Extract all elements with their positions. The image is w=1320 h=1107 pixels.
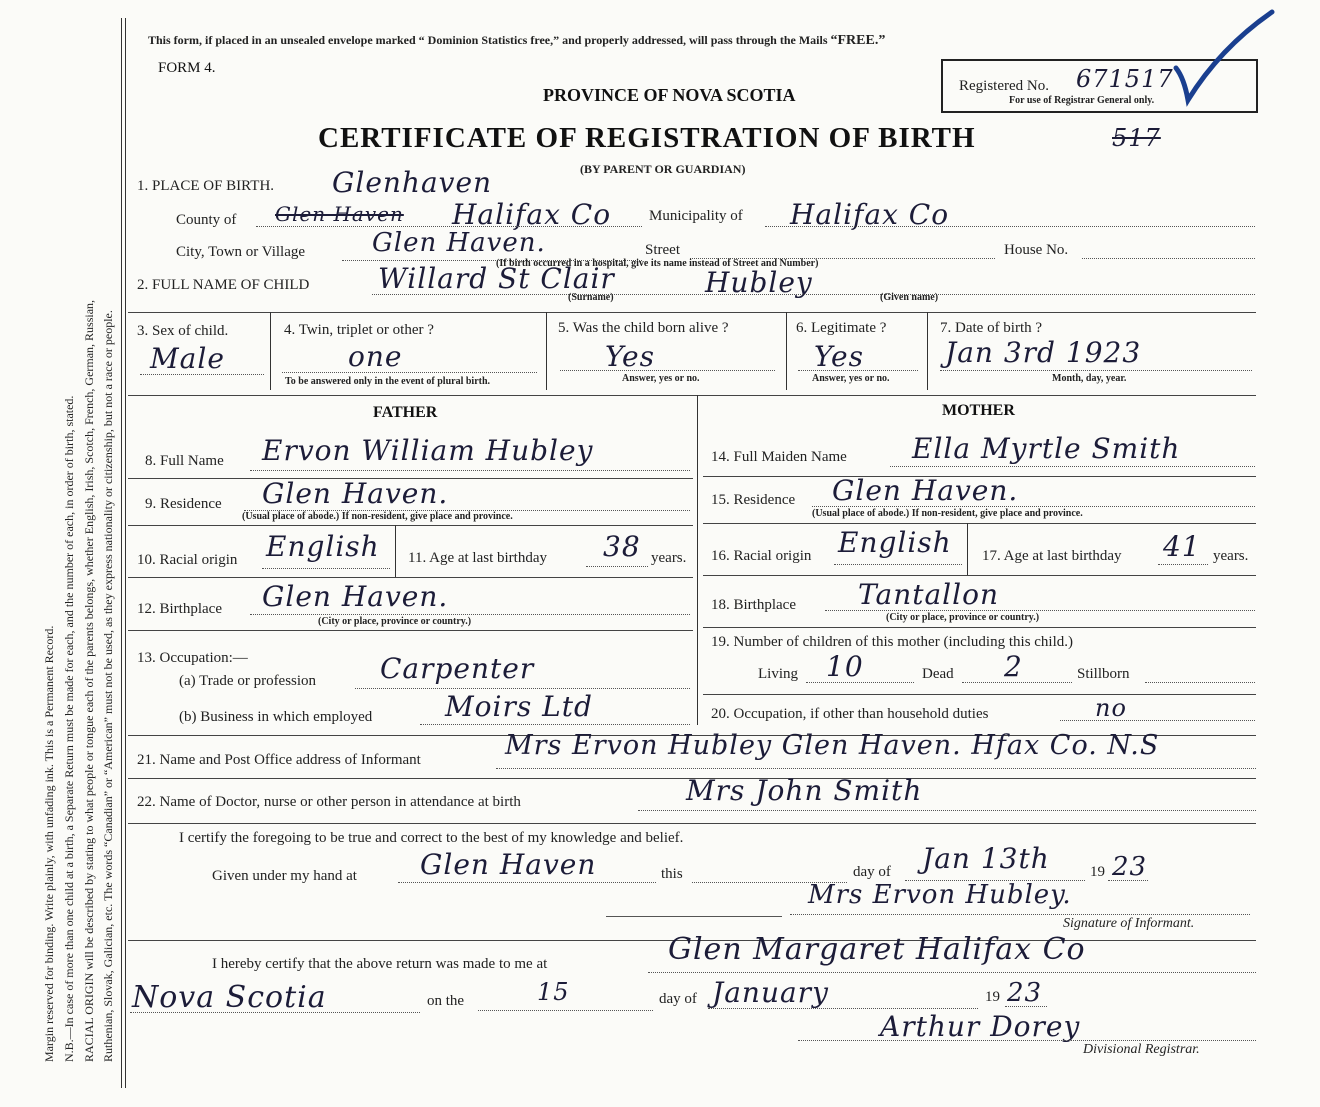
- mother-heading: MOTHER: [942, 402, 1015, 419]
- registrar-signature-underline: [798, 1040, 1256, 1041]
- registrar-place-value: Glen Margaret Halifax Co: [668, 932, 1086, 967]
- legitimate-underline: [798, 370, 918, 371]
- registration-month-underline: [708, 1008, 978, 1009]
- informant-value: Mrs Ervon Hubley Glen Haven. Hfax Co. N.S: [505, 730, 1160, 761]
- mother-residence-underline: [812, 506, 1255, 507]
- row12-sep-left: [128, 630, 693, 631]
- this-label: this: [661, 866, 683, 882]
- registered-number: 671517: [1076, 65, 1174, 93]
- registration-year-value: 23: [1007, 978, 1043, 1008]
- row-bottom-border: [128, 395, 1256, 396]
- municipality-underline: [765, 226, 1255, 227]
- row10-sep-left: [128, 577, 693, 578]
- mail-notice-text: This form, if placed in an unsealed envelope marked “ Dominion Statistics free,” and properly addressed, will pass through the Mails: [148, 33, 831, 47]
- city-label: City, Town or Village: [176, 244, 306, 260]
- divider-legit-dob: [927, 312, 928, 390]
- binding-margin-line-inner: [125, 18, 126, 1088]
- dead-label: Dead: [922, 666, 954, 682]
- father-years-label: years.: [651, 550, 687, 566]
- father-city-note: (City or place, province or country.): [318, 616, 472, 627]
- mother-name-label: 14. Full Maiden Name: [711, 449, 847, 465]
- legitimate-note: Answer, yes or no.: [812, 373, 890, 384]
- born-alive-value: Yes: [605, 340, 655, 373]
- trade-label: (a) Trade or profession: [179, 673, 317, 689]
- mother-age-value: 41: [1163, 530, 1201, 563]
- father-birthplace-label: 12. Birthplace: [137, 601, 222, 617]
- row22-sep: [128, 823, 1256, 824]
- county-underline: [256, 226, 642, 227]
- business-value: Moirs Ltd: [445, 690, 593, 723]
- dob-label: 7. Date of birth ?: [940, 320, 1043, 336]
- mother-racial-age-divider: [967, 523, 968, 575]
- street-label: Street: [645, 242, 680, 258]
- father-abode-note: (Usual place of abode.) If non-resident, give place and province.: [242, 511, 513, 522]
- informant-signature-underline: [790, 914, 1250, 915]
- father-name-label: 8. Full Name: [145, 453, 224, 469]
- title-mark: 517: [1112, 124, 1161, 152]
- city-value: Glen Haven.: [372, 228, 546, 258]
- trade-underline: [355, 688, 690, 689]
- stillborn-underline: [1145, 682, 1255, 683]
- mother-abode-note: (Usual place of abode.) If non-resident, give place and province.: [812, 508, 1083, 519]
- given-under-label: Given under my hand at: [212, 868, 357, 884]
- father-name-underline: [250, 470, 690, 471]
- mother-years-label: years.: [1213, 548, 1249, 564]
- registrar-general-note: For use of Registrar General only.: [1009, 95, 1155, 106]
- father-age-underline: [586, 566, 648, 567]
- house-no-underline: [1082, 258, 1255, 259]
- row9-sep-left: [128, 525, 693, 526]
- registered-label: Registered No.: [959, 78, 1049, 94]
- municipality-label: Municipality of: [649, 208, 743, 224]
- full-name-underline: [372, 294, 1255, 295]
- divider-twin-alive: [546, 312, 547, 390]
- signature-left-line: [606, 916, 782, 917]
- father-racial-value: English: [266, 530, 380, 563]
- father-racial-label: 10. Racial origin: [137, 552, 238, 568]
- certify-statement: I certify the foregoing to be true and correct to the best of my knowledge and belief.: [179, 830, 684, 846]
- checkmark-icon: [1170, 8, 1280, 108]
- dead-value: 2: [1004, 650, 1023, 683]
- registrar-certify-label: I hereby certify that the above return was made to me at: [212, 956, 548, 972]
- father-birthplace-value: Glen Haven.: [262, 580, 449, 613]
- born-alive-underline: [560, 370, 775, 371]
- stillborn-label: Stillborn: [1077, 666, 1130, 682]
- dob-underline: [940, 370, 1252, 371]
- county-struck-value: Glen Haven: [275, 202, 404, 226]
- business-label: (b) Business in which employed: [179, 709, 373, 725]
- legitimate-value: Yes: [814, 340, 864, 373]
- doctor-label: 22. Name of Doctor, nurse or other person in attendance at birth: [137, 794, 521, 810]
- divisional-registrar-caption: Divisional Registrar.: [1083, 1042, 1200, 1057]
- child-surname-value: Willard St Clair: [378, 262, 615, 295]
- child-given-name-value: Hubley: [705, 266, 813, 299]
- registration-day-value: 15: [537, 978, 570, 1006]
- mother-racial-underline: [834, 564, 962, 565]
- twin-note: To be answered only in the event of plural birth.: [285, 376, 491, 387]
- father-name-value: Ervon William Hubley: [262, 434, 594, 467]
- on-the-label: on the: [427, 993, 465, 1009]
- trade-value: Carpenter: [380, 652, 535, 685]
- county-value: Halifax Co: [452, 198, 612, 231]
- place-of-birth-label: 1. PLACE OF BIRTH.: [137, 178, 275, 194]
- informant-label: 21. Name and Post Office address of Informant: [137, 752, 421, 768]
- signature-informant-caption: Signature of Informant.: [1063, 916, 1195, 931]
- mail-notice-free: “FREE.”: [830, 33, 886, 48]
- living-label: Living: [758, 666, 798, 682]
- father-racial-underline: [262, 568, 390, 569]
- divider-alive-legit: [786, 312, 787, 390]
- surname-caption: (Surname): [568, 292, 614, 303]
- born-alive-label: 5. Was the child born alive ?: [558, 320, 729, 336]
- dob-note: Month, day, year.: [1052, 373, 1127, 384]
- municipality-value: Halifax Co: [790, 198, 950, 231]
- registration-day-underline: [478, 1010, 653, 1011]
- house-no-label: House No.: [1004, 242, 1069, 258]
- mother-name-value: Ella Myrtle Smith: [912, 432, 1181, 465]
- given-place-underline: [398, 882, 656, 883]
- business-underline: [420, 724, 690, 725]
- row16-sep-right: [703, 575, 1256, 576]
- father-residence-value: Glen Haven.: [262, 477, 449, 510]
- binding-margin-line: [121, 18, 122, 1088]
- registrar-place-continued: Nova Scotia: [132, 980, 327, 1015]
- mother-occupation-label: 20. Occupation, if other than household duties: [711, 706, 989, 722]
- row18-sep-right: [703, 627, 1256, 628]
- registrar-place-underline: [648, 972, 1256, 973]
- mother-birthplace-underline: [825, 610, 1255, 611]
- informant-underline: [496, 768, 1256, 769]
- form-number: FORM 4.: [158, 60, 216, 76]
- certificate-subtitle: (BY PARENT OR GUARDIAN): [580, 162, 746, 176]
- registrar-signature: Arthur Dorey: [880, 1010, 1081, 1043]
- margin-note-nationality: Ruthenian, Slovak, Galician, etc. The words “Canadian” or “American” must not be used, as they express nationality or citizenship, but not a race or people.: [101, 310, 115, 1062]
- father-birthplace-underline: [250, 614, 690, 615]
- mother-racial-label: 16. Racial origin: [711, 548, 812, 564]
- mother-birthplace-value: Tantallon: [858, 578, 999, 611]
- occupation-label: 13. Occupation:—: [137, 650, 248, 666]
- registration-month-value: January: [712, 976, 829, 1009]
- mother-racial-value: English: [838, 526, 952, 559]
- mother-name-underline: [890, 466, 1255, 467]
- full-name-label: 2. FULL NAME OF CHILD: [137, 277, 310, 293]
- divider-sex-twin: [270, 312, 271, 390]
- legitimate-label: 6. Legitimate ?: [796, 320, 887, 336]
- informant-signature: Mrs Ervon Hubley.: [808, 880, 1072, 910]
- day-of-label-2: day of: [659, 991, 697, 1007]
- year-prefix-label-2: 19: [985, 989, 1000, 1005]
- mother-residence-label: 15. Residence: [711, 492, 796, 508]
- row19-sep-right: [703, 694, 1256, 695]
- dob-value: Jan 3rd 1923: [945, 336, 1142, 369]
- given-day-value: Jan 13th: [922, 842, 1050, 875]
- registration-year-underline: [1005, 1006, 1047, 1007]
- sex-value: Male: [150, 342, 225, 375]
- mother-occupation-value: no: [1095, 694, 1127, 722]
- mother-occupation-underline: [1060, 720, 1255, 721]
- mother-age-label: 17. Age at last birthday: [982, 548, 1122, 564]
- twin-value: one: [348, 340, 403, 373]
- margin-note-racial-origin: RACIAL ORIGIN will be described by stating to what people or tongue each of the parents belongs, whether English, Irish, Scotch, French, German, Russian,: [82, 299, 96, 1062]
- doctor-underline: [638, 810, 1256, 811]
- mother-age-underline: [1158, 564, 1208, 565]
- father-heading: FATHER: [373, 404, 438, 421]
- row-top-border: [128, 312, 1256, 313]
- children-label: 19. Number of children of this mother (including this child.): [711, 634, 1074, 650]
- province-heading: PROVINCE OF NOVA SCOTIA: [543, 85, 796, 105]
- given-place-value: Glen Haven: [420, 848, 597, 881]
- doctor-value: Mrs John Smith: [686, 774, 923, 807]
- margin-note-binding: Margin reserved for binding. Write plainly, with unfading ink. This is a Permanent Record.: [42, 625, 56, 1062]
- father-mother-divider: [697, 395, 698, 725]
- father-racial-age-divider: [395, 525, 396, 577]
- year-prefix-label: 19: [1090, 864, 1105, 880]
- mother-city-note: (City or place, province or country.): [886, 612, 1040, 623]
- sex-label: 3. Sex of child.: [137, 323, 229, 339]
- dead-underline: [962, 682, 1072, 683]
- margin-note-separate-return: N.B.—In case of more than one child at a birth, a Separate Return must be made for each, and the number of each, in order of birth, stated.: [62, 395, 76, 1062]
- row15-sep-right: [703, 523, 1256, 524]
- given-year-value: 23: [1112, 852, 1148, 882]
- mother-birthplace-label: 18. Birthplace: [711, 597, 796, 613]
- father-age-value: 38: [603, 530, 641, 563]
- given-year-underline: [1108, 880, 1148, 881]
- certificate-title: CERTIFICATE OF REGISTRATION OF BIRTH: [318, 122, 976, 154]
- day-of-label: day of: [853, 864, 891, 880]
- father-residence-label: 9. Residence: [145, 496, 222, 512]
- mother-residence-value: Glen Haven.: [832, 474, 1019, 507]
- registrar-place2-underline: [130, 1012, 420, 1013]
- given-name-caption: (Given name): [880, 292, 939, 303]
- twin-label: 4. Twin, triplet or other ?: [284, 322, 434, 338]
- born-alive-note: Answer, yes or no.: [622, 373, 700, 384]
- county-label: County of: [176, 212, 237, 228]
- father-age-label: 11. Age at last birthday: [408, 550, 547, 566]
- mail-notice: [148, 33, 885, 49]
- place-of-birth-value: Glenhaven: [332, 166, 493, 199]
- twin-underline: [282, 372, 537, 373]
- living-value: 10: [826, 650, 864, 683]
- living-underline: [806, 682, 914, 683]
- hospital-note: (If birth occurred in a hospital, give its name instead of Street and Number): [496, 258, 819, 269]
- sex-underline: [140, 374, 264, 375]
